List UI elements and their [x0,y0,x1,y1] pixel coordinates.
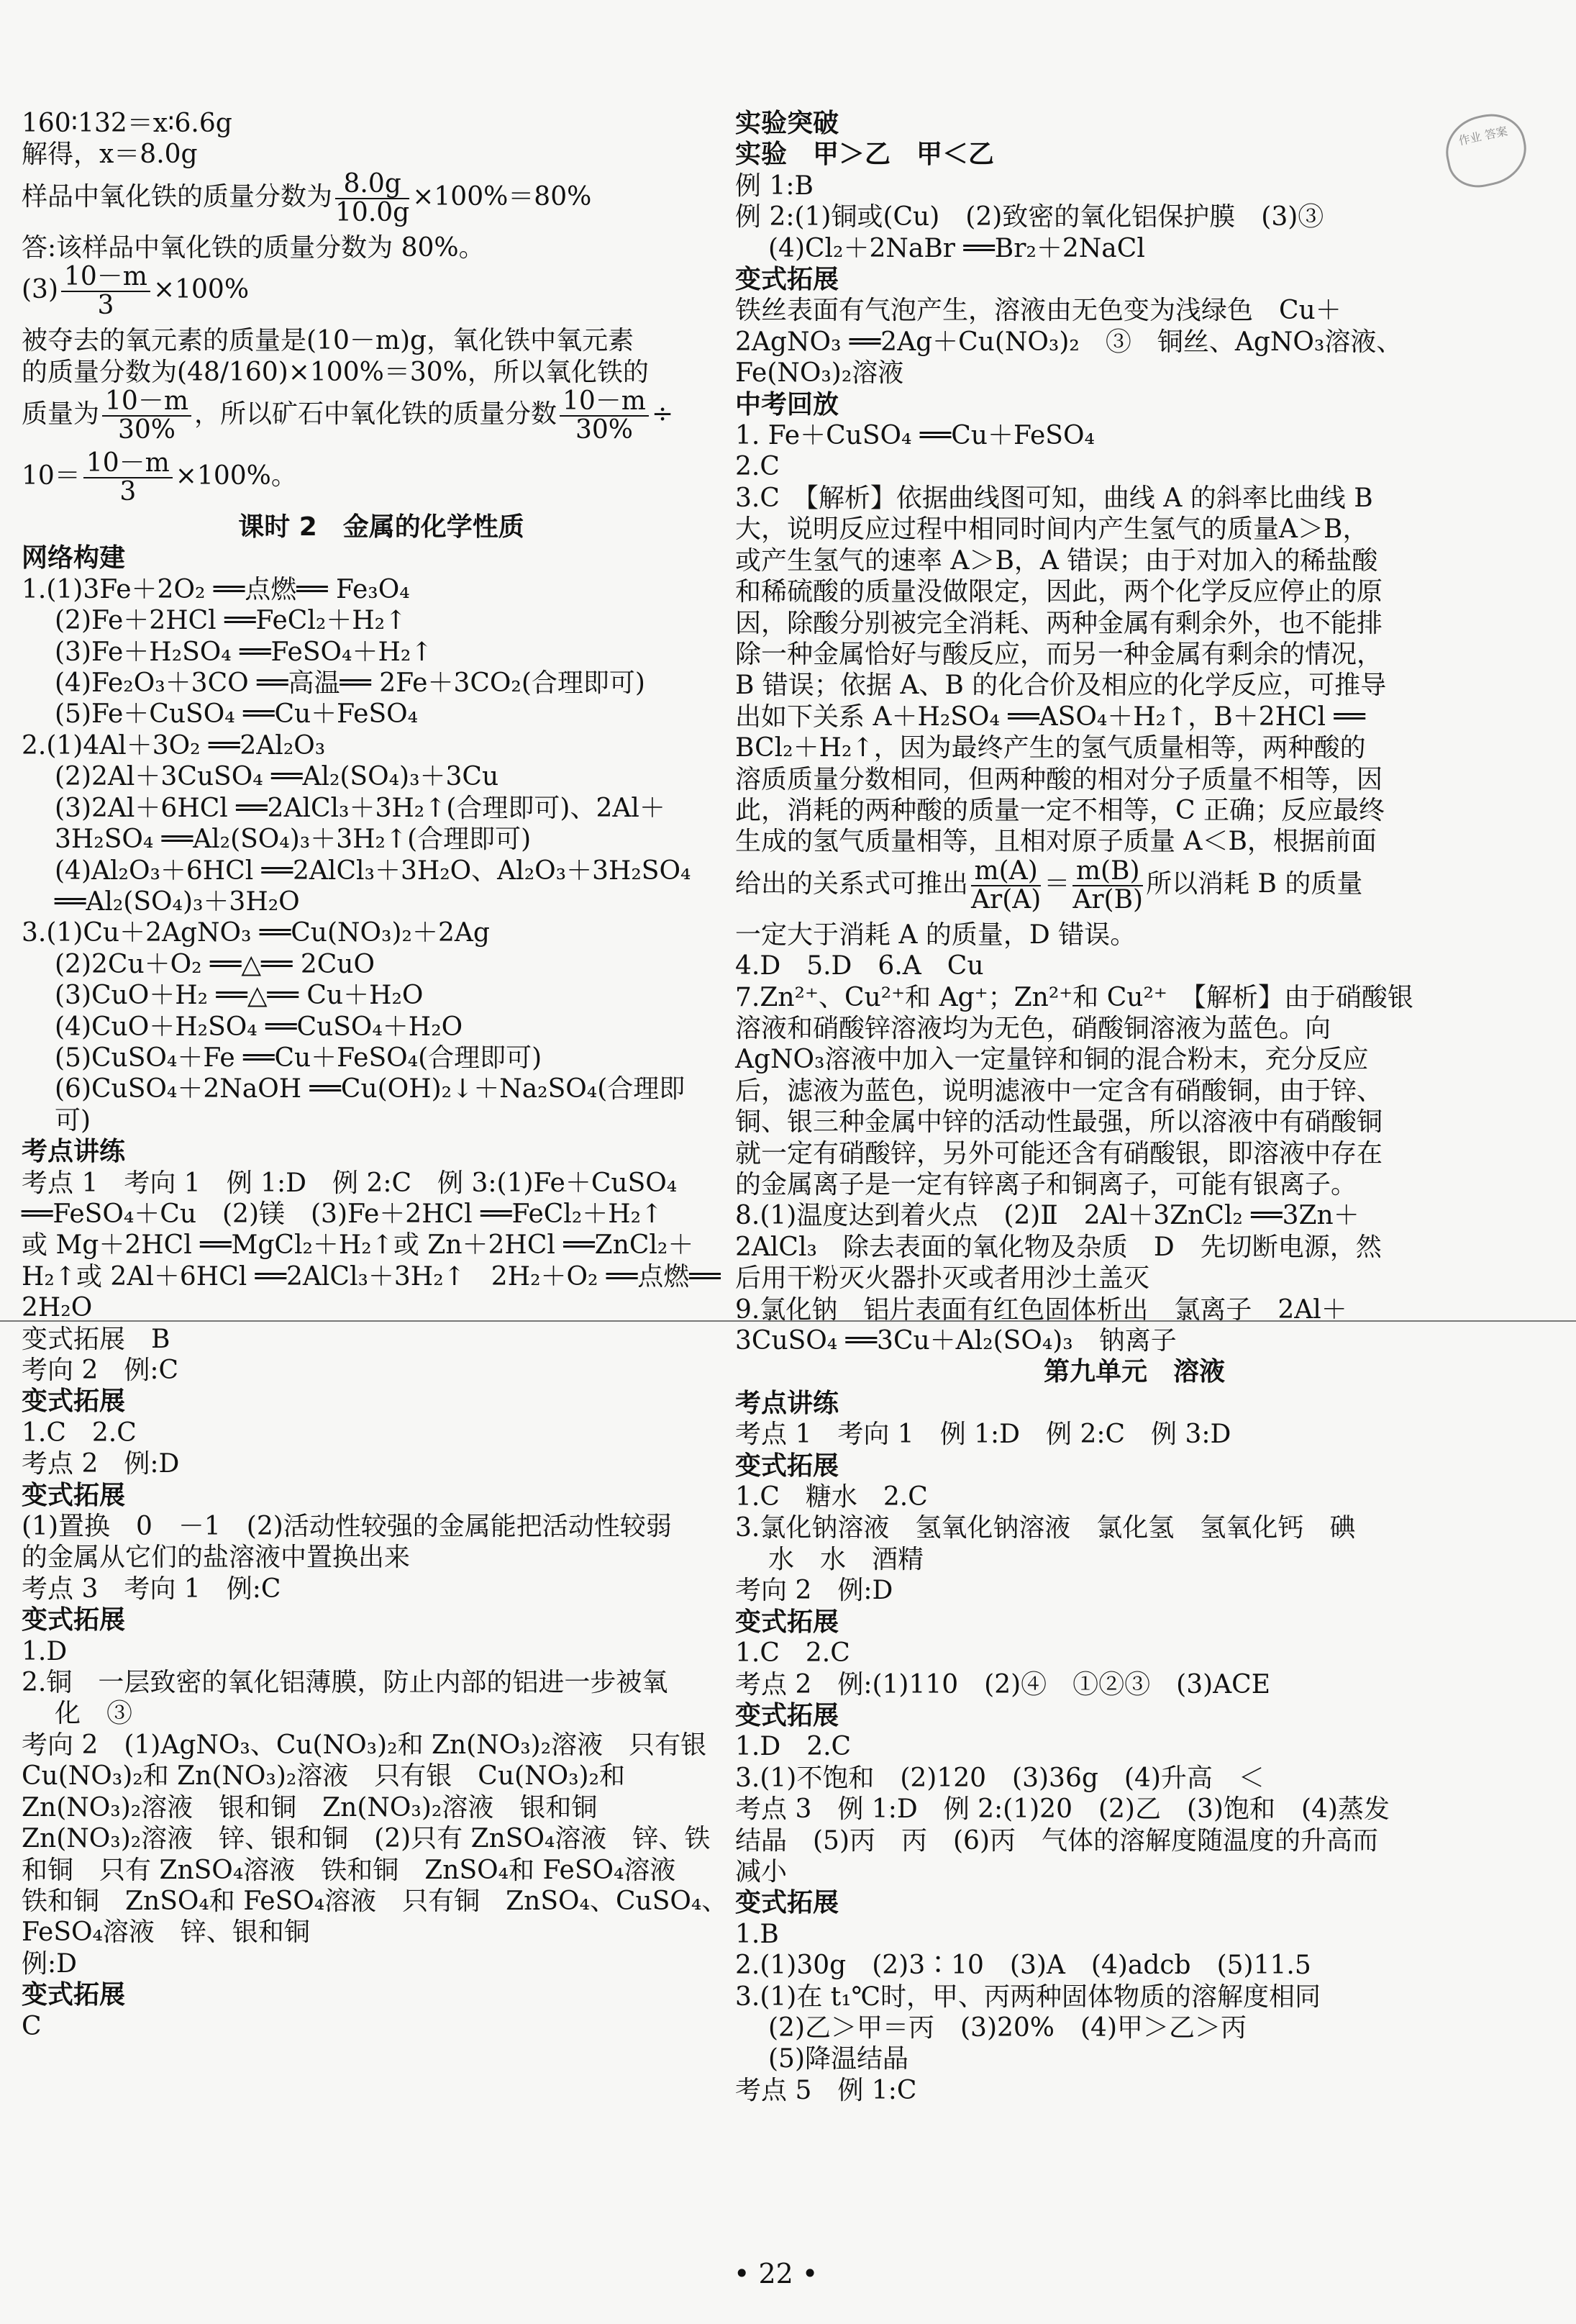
line-text: 1. Fe＋CuSO₄ ══Cu＋FeSO₄ [735,421,1095,451]
left-line [22,1604,741,1635]
line-text: 解得，x＝8.0g [22,140,198,170]
line-text: 或产生氢气的速率 A＞B，A 错误；由于对加入的稀盐酸 [735,545,1378,576]
right-line [735,1200,1534,1231]
line-text: 变式拓展 [22,1980,126,2010]
right-line [735,264,1534,295]
right-line [735,982,1534,1013]
line-text: 10＝ [22,461,81,491]
left-line [22,139,741,170]
line-text: 考向 2 例:D [735,1576,893,1606]
line-text: (5)Fe＋CuSO₄ ══Cu＋FeSO₄ [55,699,419,730]
right-column [735,108,1534,2106]
right-line [735,2043,1534,2074]
right-line [735,608,1534,639]
line-text: 2.铜 一层致密的氧化铝薄膜，防止内部的铝进一步被氧 [22,1668,668,1698]
right-line [735,171,1534,201]
left-line [22,1823,741,1854]
right-line [735,1887,1534,1918]
left-line [22,761,741,792]
line-text: Zn(NO₃)₂溶液 银和铜 Zn(NO₃)₂溶液 银和铜 [22,1792,598,1823]
fraction: $\frac{8.0g}{10.0g}$ [335,168,410,227]
line-text: 和铜 只有 ZnSO₄溶液 铁和铜 ZnSO₄和 FeSO₄溶液 [22,1855,676,1885]
stamp-seal: 作业 答案 [1439,107,1533,193]
line-text: 铁和铜 ZnSO₄和 FeSO₄溶液 只有铜 ZnSO₄、CuSO₄、 [22,1886,728,1916]
right-line [735,1512,1534,1543]
left-line [22,512,741,543]
left-line [22,232,741,263]
right-line [735,327,1534,358]
line-text: (6)CuSO₄＋2NaOH ══Cu(OH)₂↓＋Na₂SO₄(合理即 [55,1074,685,1104]
line-text: 2AgNO₃ ══2Ag＋Cu(NO₃)₂ ③ 铜丝、AgNO₃溶液、 [735,327,1403,357]
right-line [735,483,1534,514]
fraction: $\frac{10-m}{3}$ [83,450,173,506]
right-line [735,1419,1534,1450]
right-line [735,1169,1534,1200]
left-line [22,1417,741,1448]
line-text: 就一定有硝酸锌，另外可能还含有硝酸银，即溶液中存在 [735,1138,1383,1168]
line-text: 大，说明反应过程中相同时间内产生氢气的质量A＞B， [735,514,1369,545]
line-text: 溶液和硝酸锌溶液均为无色，硝酸铜溶液为蓝色。向 [735,1013,1331,1043]
line-text: 后用干粉灭火器扑灭或者用沙土盖灭 [735,1263,1150,1294]
line-text: 被夺去的氧元素的质量是(10－m)g，氧化铁中氧元素 [22,326,634,356]
line-text: 例 1:B [735,171,814,201]
left-line [22,1355,741,1386]
line-text: 考点讲练 [735,1388,839,1418]
left-line: (3) $\frac{10-m}{3}$ ×100% [22,262,250,321]
left-line [22,1667,741,1698]
line-text: 2AlCl₃ 除去表面的氧化物及杂质 D 先切断电源，然 [735,1232,1382,1262]
line-text: 2H₂O [22,1293,93,1323]
line-text: 变式拓展 [735,1451,839,1481]
right-line [735,670,1534,701]
line-text: 3.(1)在 t₁℃时，甲、丙两种固体物质的溶解度相同 [735,1982,1321,2012]
right-line [735,358,1534,389]
left-line [22,1074,741,1104]
line-text: 考点 2 例:D [22,1449,180,1479]
fraction: $\frac{10-m}{30\%}$ [560,388,649,444]
left-line [22,1448,741,1479]
line-text: 课时 2 金属的化学性质 [238,512,524,543]
line-text: (4)Cl₂＋2NaBr ══Br₂＋2NaCl [768,233,1145,263]
line-text: (2)Fe＋2HCl ══FeCl₂＋H₂↑ [55,606,407,636]
right-line [735,201,1534,232]
right-line [735,389,1534,420]
left-line: 10＝ $\frac{10-m}{3}$ ×100%。 [22,448,297,507]
line-text: (2)2Al＋3CuSO₄ ══Al₂(SO₄)₃＋3Cu [55,762,499,792]
line-text: 例 2:(1)铜或(Cu) (2)致密的氧化铝保护膜 (3)③ [735,202,1324,232]
left-column [22,108,741,2042]
line-text: (4)Al₂O₃＋6HCl ══2AlCl₃＋3H₂O、Al₂O₃＋3H₂SO₄ [55,855,691,886]
right-line [735,1825,1534,1856]
line-text: 的金属离子是一定有锌离子和铜离子，可能有银离子。 [735,1170,1357,1199]
left-line [22,1199,741,1230]
line-text: 化 ③ [55,1699,133,1729]
line-text: 水 水 酒精 [768,1544,924,1574]
right-line [735,1607,1534,1638]
left-line [22,1792,741,1823]
line-text: 变式拓展 B [22,1324,170,1354]
left-line [22,574,741,605]
line-text: 考点 2 例:(1)110 (2)④ ①②③ (3)ACE [735,1669,1270,1699]
line-text: 除一种金属恰好与酸反应，而另一种金属有剩余的情况， [735,639,1383,669]
left-line [22,1480,741,1511]
right-line [735,1669,1534,1700]
right-line [735,732,1534,763]
left-line [22,917,741,948]
right-line [735,514,1534,545]
fraction: $\frac{10-m}{30\%}$ [102,388,191,444]
line-text: ══FeSO₄＋Cu (2)镁 (3)Fe＋2HCl ══FeCl₂＋H₂↑ [22,1199,663,1229]
left-line [22,108,741,139]
right-line [735,1856,1534,1887]
line-text: 第九单元 溶液 [1043,1357,1225,1387]
right-line [735,1138,1534,1169]
line-text: (5)CuSO₄＋Fe ══Cu＋FeSO₄(合理即可) [55,1043,542,1073]
right-line [735,1982,1534,2012]
right-line [735,702,1534,732]
right-line [735,920,1534,950]
right-line [735,1794,1534,1825]
left-line [22,325,741,356]
line-text: (2)乙＞甲＝丙 (3)20% (4)甲＞乙＞丙 [768,2012,1247,2043]
right-line [735,1232,1534,1263]
right-line [735,1731,1534,1762]
left-line [22,1324,741,1355]
line-text: 3.氯化钠溶液 氢氧化钠溶液 氯化氢 氢氧化钙 碘 [735,1513,1356,1543]
line-text: C [22,2011,42,2041]
line-text: 和稀硫酸的质量没做限定，因此，两个化学反应停止的原 [735,577,1383,607]
line-text: 3.(1)Cu＋2AgNO₃ ══Cu(NO₃)₂＋2Ag [22,918,490,948]
line-text: 质量为 [22,399,100,430]
right-line [735,1481,1534,1512]
line-text: 的质量分数为(48/160)×100%＝30%，所以氧化铁的 [22,357,649,387]
left-line [22,1761,741,1792]
right-line [735,420,1534,451]
line-text: 中考回放 [735,389,839,419]
line-text: Zn(NO₃)₂溶液 锌、银和铜 (2)只有 ZnSO₄溶液 锌、铁 [22,1824,711,1854]
line-text: 生成的氢气质量相等，且相对原子质量 A＜B，根据前面 [735,827,1377,857]
line-text: (2)2Cu＋O₂ ══△══ 2CuO [55,949,375,979]
line-text: 9.氯化钠 铝片表面有红色固体析出 氯离子 2Al＋ [735,1294,1347,1325]
right-line [735,139,1534,170]
right-line [735,1950,1534,1981]
left-line [22,1136,741,1167]
line-text: (3)CuO＋H₂ ══△══ Cu＋H₂O [55,981,424,1011]
left-line [22,730,741,761]
line-text: 变式拓展 [735,1888,839,1918]
line-text: 一定大于消耗 A 的质量，D 错误。 [735,920,1137,950]
line-text: ══Al₂(SO₄)₃＋3H₂O [55,886,300,917]
line-text: AgNO₃溶液中加入一定量锌和铜的混合粉末，充分反应 [735,1045,1369,1075]
line-text: 考点 3 考向 1 例:C [22,1574,281,1604]
left-line [22,1698,741,1729]
line-text: (3)Fe＋H₂SO₄ ══FeSO₄＋H₂↑ [55,637,433,667]
line-text: 1.C 糖水 2.C [735,1482,928,1512]
right-line [735,451,1534,482]
line-text: 可) [55,1105,91,1135]
line-text: 考点 1 考向 1 例 1:D 例 2:C 例 3:D [735,1420,1231,1450]
left-line [22,1917,741,1948]
right-line [735,1544,1534,1575]
right-line [735,1263,1534,1294]
line-text: 1.D [22,1636,68,1666]
right-line [735,795,1534,826]
left-line [22,1012,741,1043]
line-text: 溶质质量分数相同，但两种酸的相对分子质量不相等，因 [735,764,1383,794]
left-line [22,793,741,824]
line-text: 3.C 【解析】依据曲线图可知，曲线 A 的斜率比曲线 B [735,483,1373,513]
left-line [22,824,741,855]
line-text: 考点 3 例 1:D 例 2:(1)20 (2)乙 (3)饱和 (4)蒸发 [735,1794,1390,1825]
left-line [22,886,741,917]
right-line: 给出的关系式可推出 $\frac{m(A)}{Ar(A)}$ ＝ $\frac{m(B)}{Ar(B)}$ 所以消耗 B 的质量 [735,855,1363,914]
line-text: (4)CuO＋H₂SO₄ ══CuSO₄＋H₂O [55,1012,463,1042]
left-line: 样品中氧化铁的质量分数为 $\frac{8.0g}{10.0g}$ ×100%＝80% [22,168,592,227]
line-text: 160∶132＝x∶6.6g [22,109,232,138]
fraction: $\frac{m(B)}{Ar(B)}$ [1072,855,1144,914]
line-text: 2.(1)4Al＋3O₂ ══2Al₂O₃ [22,730,326,761]
line-text: 考点 1 考向 1 例 1:D 例 2:C 例 3:(1)Fe＋CuSO₄ [22,1168,678,1198]
left-line [22,1292,741,1323]
line-text: 2.(1)30g (2)3∶10 (3)A (4)adcb (5)11.5 [735,1951,1311,1981]
right-line [735,233,1534,264]
right-line [735,295,1534,326]
fold-line [0,1320,1576,1322]
line-text: 1.(1)3Fe＋2O₂ ══点燃══ Fe₃O₄ [22,574,410,604]
right-line [735,2012,1534,2043]
line-text: 8.(1)温度达到着火点 (2)Ⅱ 2Al＋3ZnCl₂ ══3Zn＋ [735,1201,1359,1231]
line-text: 3.(1)不饱和 (2)120 (3)36g (4)升高 ＜ [735,1763,1265,1793]
line-text: 网络构建 [22,543,126,573]
line-text: 1.D 2.C [735,1732,852,1762]
left-line [22,605,741,636]
line-text: 的金属从它们的盐溶液中置换出来 [22,1543,411,1573]
right-line [735,764,1534,795]
line-text: 实验 甲＞乙 甲＜乙 [735,140,995,170]
left-line [22,1574,741,1604]
line-text: 考向 2 (1)AgNO₃、Cu(NO₃)₂和 Zn(NO₃)₂溶液 只有银 [22,1730,707,1760]
right-line [735,1356,1534,1387]
line-text: Cu(NO₃)₂和 Zn(NO₃)₂溶液 只有银 Cu(NO₃)₂和 [22,1761,626,1792]
line-text: 1.B [735,1919,779,1949]
line-text: 变式拓展 [22,1386,126,1417]
line-text: 减小 [735,1856,788,1887]
line-text: FeSO₄溶液 锌、银和铜 [22,1917,310,1948]
line-text: 变式拓展 [22,1605,126,1635]
line-text: 因，除酸分别被完全消耗、两种金属有剩余外，也不能排 [735,608,1383,638]
right-line [735,639,1534,670]
left-line [22,543,741,573]
line-text: 变式拓展 [22,1480,126,1510]
line-text: 考点 5 例 1:C [735,2075,917,2105]
line-text: 或 Mg＋2HCl ══MgCl₂＋H₂↑或 Zn＋2HCl ══ZnCl₂＋ [22,1230,694,1261]
line-text: (4)Fe₂O₃＋3CO ══高温══ 2Fe＋3CO₂(合理即可) [55,668,645,699]
line-text: Fe(NO₃)₂溶液 [735,358,904,389]
right-line [735,1451,1534,1481]
right-line [735,108,1534,139]
fraction: $\frac{10-m}{3}$ [61,263,150,319]
right-line [735,1013,1534,1044]
line-text: 铁丝表面有气泡产生，溶液由无色变为浅绿色 Cu＋ [735,296,1342,326]
line-text: B 错误；依据 A、B 的化合价及相应的化学反应，可推导 [735,671,1387,701]
left-line [22,668,741,699]
left-line [22,2011,741,2042]
fraction: $\frac{m(A)}{Ar(A)}$ [971,855,1042,914]
left-line: 质量为 $\frac{10-m}{30\%}$ ，所以矿石中氧化铁的质量分数 $\frac{10-m}{30\%}$ ÷ [22,386,674,445]
left-line [22,1386,741,1417]
right-line [735,1763,1534,1794]
line-text: 实验突破 [735,109,839,138]
line-text: 变式拓展 [735,1607,839,1637]
line-text: 3H₂SO₄ ══Al₂(SO₄)₃＋3H₂↑(合理即可) [55,825,532,855]
left-line [22,1730,741,1761]
line-text: 7.Zn²⁺、Cu²⁺和 Ag⁺；Zn²⁺和 Cu²⁺ 【解析】由于硝酸银 [735,982,1413,1012]
right-line [735,1700,1534,1731]
left-line [22,1261,741,1292]
line-text: 1.C 2.C [735,1638,850,1669]
right-line [735,1575,1534,1606]
left-line [22,949,741,980]
right-line [735,1107,1534,1138]
left-line [22,699,741,730]
line-text: 变式拓展 [735,1700,839,1730]
line-text: 3CuSO₄ ══3Cu＋Al₂(SO₄)₃ 钠离子 [735,1326,1177,1356]
left-line [22,980,741,1011]
left-line [22,357,741,388]
left-line [22,1230,741,1261]
right-line [735,826,1534,857]
right-line [735,950,1534,981]
left-line [22,1855,741,1886]
line-text: (3)2Al＋6HCl ══2AlCl₃＋3H₂↑(合理即可)、2Al＋ [55,793,665,823]
left-line [22,1542,741,1573]
line-text: 结晶 (5)丙 丙 (6)丙 气体的溶解度随温度的升高而 [735,1825,1378,1856]
line-text: 铜、银三种金属中锌的活动性最强，所以溶液中有硝酸铜 [735,1107,1383,1138]
left-line [22,1105,741,1136]
line-text: 2.C [735,452,780,482]
page-number: • 22 • [734,2258,819,2289]
line-text: 1.C 2.C [22,1417,137,1448]
left-line [22,1511,741,1542]
right-line [735,2075,1534,2106]
right-line [735,1919,1534,1950]
line-text: 样品中氧化铁的质量分数为 [22,181,333,212]
line-text: 此，消耗的两种酸的质量一定不相等，C 正确；反应最终 [735,795,1385,825]
right-line [735,1076,1534,1107]
left-line [22,1979,741,2010]
line-text: 给出的关系式可推出 [735,868,969,899]
right-line [735,1044,1534,1075]
line-text: 变式拓展 [735,265,839,295]
left-line [22,1168,741,1199]
right-line [735,1325,1534,1356]
left-line [22,1636,741,1667]
left-line [22,1886,741,1917]
line-text: (3) [22,275,58,305]
line-text: 答:该样品中氧化铁的质量分数为 80%。 [22,232,485,263]
left-line [22,1043,741,1074]
left-line [22,637,741,668]
line-text: 后，滤液为蓝色，说明滤液中一定含有硝酸铜，由于锌、 [735,1076,1383,1106]
line-text: 4.D 5.D 6.A Cu [735,951,984,981]
right-line [735,545,1534,576]
line-text: BCl₂＋H₂↑，因为最终产生的氢气质量相等，两种酸的 [735,733,1366,763]
right-line [735,576,1534,607]
line-text: H₂↑或 2Al＋6HCl ══2AlCl₃＋3H₂↑ 2H₂＋O₂ ══点燃══ [22,1261,721,1292]
left-line [22,1948,741,1979]
line-text: 例:D [22,1948,77,1979]
line-text: 考点讲练 [22,1137,126,1167]
right-line [735,1638,1534,1669]
line-text: (5)降温结晶 [768,2044,908,2074]
left-line [22,855,741,886]
line-text: (1)置换 0 －1 (2)活动性较强的金属能把活动性较弱 [22,1512,672,1542]
right-line [735,1388,1534,1419]
line-text: 出如下关系 A＋H₂SO₄ ══ASO₄＋H₂↑，B＋2HCl ══ [735,702,1365,732]
line-text: 考向 2 例:C [22,1356,179,1385]
